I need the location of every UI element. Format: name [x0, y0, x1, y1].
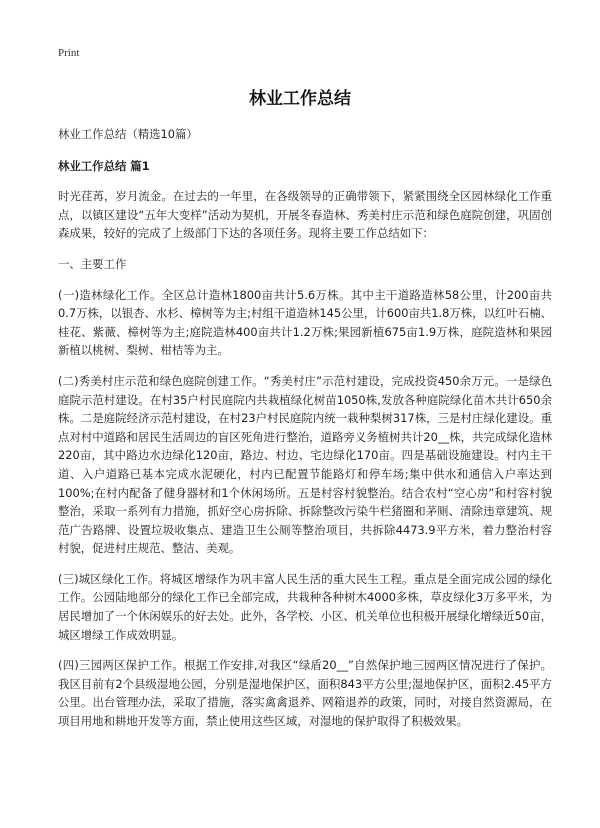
article-subtitle: 林业工作总结（精选10篇）	[58, 127, 198, 141]
section-heading: 林业工作总结 篇1	[58, 158, 150, 173]
paragraph-intro: 时光荏苒，岁月流金。在过去的一年里，在各级领导的正确带领下，紧紧围绕全区园林绿化工作重点，以镇区建设“五年大变样”活动为契机，开展冬春造林、秀美村庄示范和绿色庭院创建，巩固创森成果，较好的完成了上级部门下达的各项任务。现将主要工作总结如下：	[58, 189, 552, 241]
paragraph-village-demo: (二)秀美村庄示范和绿色庭院创建工作。“秀美村庄”示范村建设，完成投资450余万元。一是绿色庭院示范村建设。在村35户村民庭院内共栽植绿化树苗1050株,发放各种庭院绿化苗木共计650余株。二是庭院经济示范村建设，在村23户村民庭院内统一栽种梨树317株，三是村庄绿化建设。重点对村中道路和居民生活周边的盲区死角进行整治，道路旁义务植树共计20__株，共完成绿化造林220亩，其中路边水边绿化120亩，路边、村边、宅边绿化170亩。四是基础设施建设。村内主干道、入户道路已基本完成水泥硬化，村内已配置节能路灯和停车场;集中供水和通信入户率达到100%;在村内配备了健身器材和1个休闲场所。五是村容村貌整治。结合农村“空心房”和村容村貌整治，采取一系列有力措施，抓好空心房拆除、拆除整改污染牛栏猪圈和茅厕、清除违章建筑、规范广告路牌、设置垃圾收集点、建造卫生公厕等整治项目，共拆除4473.9平方米，着力整治村容村貌，促进村庄规范、整洁、美观。	[58, 373, 552, 556]
page-title: 林业工作总结	[249, 89, 351, 109]
paragraph-main-work: 一、主要工作	[58, 256, 127, 271]
paragraph-afforestation: (一)造林绿化工作。全区总计造林1800亩共计5.6万株。其中主干道路造林58公里，计200亩共0.7万株，以银杏、水杉、樟树等为主;村组干道造林145公里，计600亩共1.8万株，以红叶石楠、桂花、紫薇、樟树等为主;庭院造林400亩共计1.2万株;果园新植675亩1.9万株，庭院造林和果园新植以桃树、梨树、柑桔等为主。	[58, 287, 552, 358]
article-body	[58, 125, 552, 743]
paragraph-protection: (四)三园两区保护工作。根据工作安排,对我区“绿盾20__”自然保护地三园两区情况进行了保护。我区目前有2个县级湿地公园，分别是湿地保护区，面积843平方公里;湿地保护区，面积2.45平方公里。出台管理办法，采取了措施，落实禽禽退养、网箱退养的政策，同时，对接自然资源局，在项目用地和耕地开发等方面，禁止使用这些区域，对湿地的保护取得了积极效果。	[58, 658, 552, 729]
print-link[interactable]: Print	[58, 47, 80, 59]
paragraph-urban-greening: (三)城区绿化工作。将城区增绿作为巩丰富人民生活的重大民生工程。重点是全面完成公园的绿化工作。公园陆地部分的绿化工作已全部完成，共栽种各种树木4000多株，草皮绿化3万多平米，为居民增加了一个休闲娱乐的好去处。此外，各学校、小区、机关单位也积极开展绿化增绿近50亩，城区增绿工作成效明显。	[58, 571, 552, 642]
